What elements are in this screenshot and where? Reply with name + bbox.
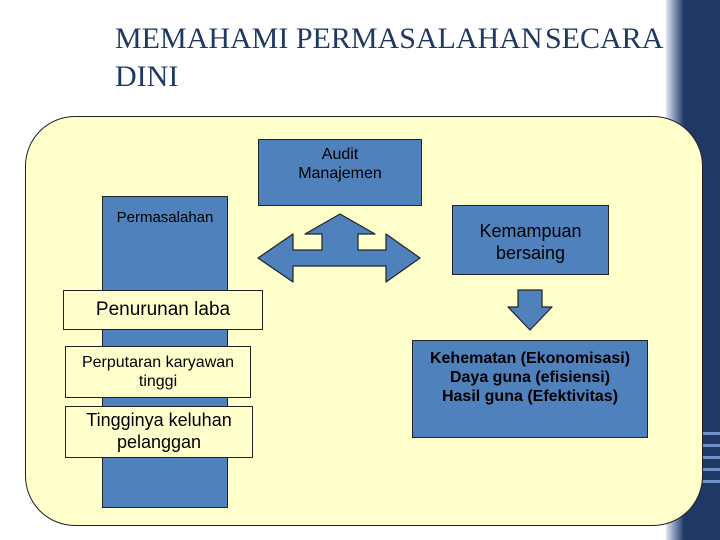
audit-label: Audit Manajemen: [298, 146, 382, 183]
slide-title-line1: MEMAHAMI PERMASALAHAN: [115, 22, 543, 55]
results-label: Kehematan (Ekonomisasi) Daya guna (efisiensi) Hasil guna (Efektivitas): [429, 350, 631, 406]
capability-label: Kemampuan bersaing: [479, 221, 582, 263]
problem-item-label: Penurunan laba: [95, 299, 231, 320]
problem-header: Permasalahan: [116, 209, 214, 226]
problem-item-label: Tingginya keluhan pelanggan: [86, 410, 232, 452]
down-arrow: [508, 290, 552, 330]
slide-title-line2: DINI: [115, 60, 179, 93]
three-way-arrow: [258, 214, 420, 282]
slide-title-secara: SECARA: [545, 22, 664, 55]
problem-item-label: Perputaran karyawan tinggi: [81, 353, 235, 390]
